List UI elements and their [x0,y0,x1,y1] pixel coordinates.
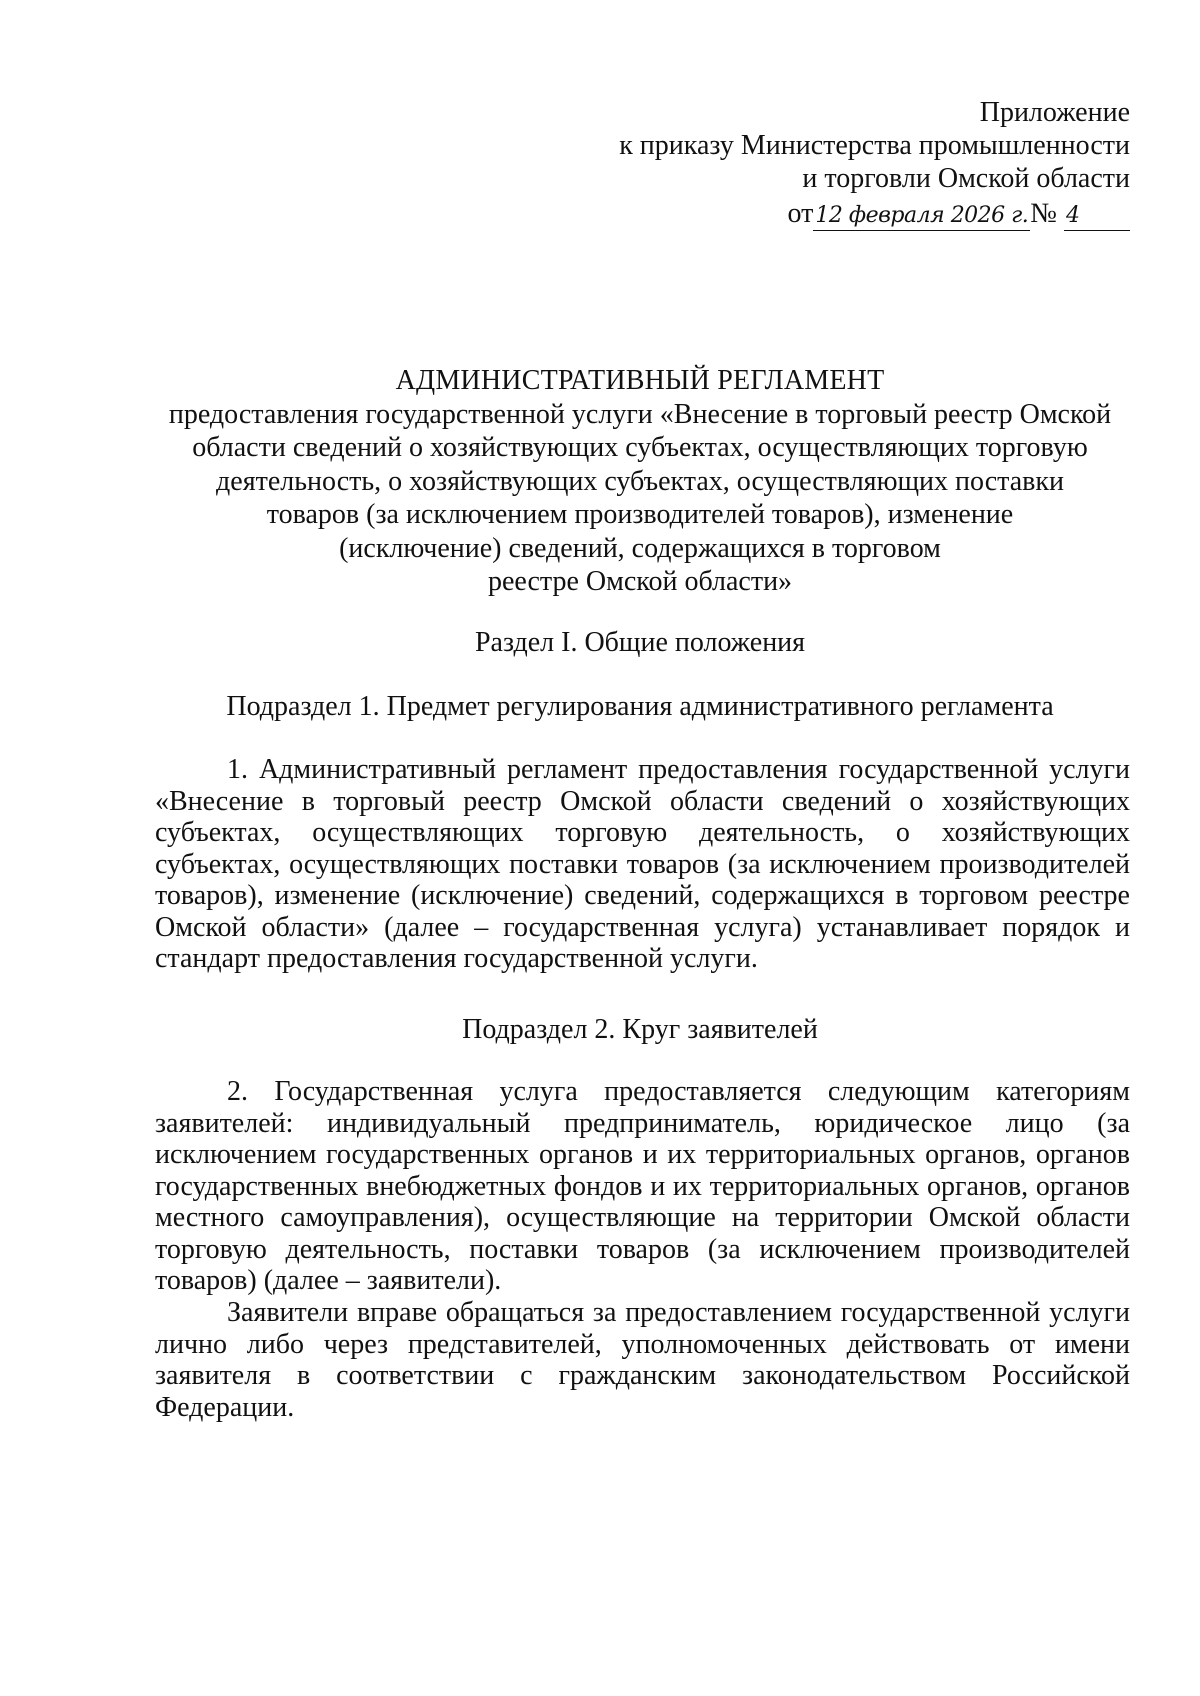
paragraph-3: Заявители вправе обращаться за предоставлением государственной услуги лично либо через представителей, уполномоченных действовать от имени заявителя в соответствии с гражданским законодательством Российской Федерации. [155,1297,1130,1423]
section-heading: Раздел I. Общие положения [474,627,806,658]
title-sub-line: области сведений о хозяйствующих субъектах, осуществляющих торговую [192,432,1088,463]
appendix-label: Приложение [979,97,1130,128]
title-sub-line: товаров (за исключением производителей товаров), изменение [266,499,1014,530]
title-sub-line: деятельность, о хозяйствующих субъектах, осуществляющих поставки [216,465,1064,497]
handwritten-number: 4 [1064,202,1130,231]
appendix-header [490,96,1130,231]
paragraph-2: 2. Государственная услуга предоставляется следующим категориям заявителей: индивидуальный предприниматель, юридическое лицо (за исключением государственных органов и их территориальных органов, органов государственных внебюджетных фондов и их территориальных органов, органов местного самоуправления), осуществляющие на территории Омской области торговую деятельность, поставки товаров (за исключением производителей товаров) (далее – заявители). [155,1076,1130,1296]
title-sub-line: реестре Омской области» [487,566,793,597]
title-main: АДМИНИСТРАТИВНЫЙ РЕГЛАМЕНТ [395,365,885,396]
number-prefix: № [1030,198,1057,229]
order-reference-line1: к приказу Министерства промышленности [619,130,1130,161]
handwritten-date: 12 февраля 2026 г. [813,202,1030,231]
order-date-number-line [490,197,1130,231]
subsection-heading: Подраздел 1. Предмет регулирования административного регламента [226,691,1054,722]
order-reference-line2: и торговли Омской области [802,163,1130,194]
document-title [150,364,1130,599]
paragraph-1: 1. Административный регламент предоставления государственной услуги «Внесение в торговый реестр Омской области сведений о хозяйствующих субъектах, осуществляющих торговую деятельность, о хозяйствующих субъектах, осуществляющих поставки товаров (за исключением производителей товаров), изменение (исключение) сведений, содержащихся в торговом реестре Омской области» (далее – государственная услуга) устанавливает порядок и стандарт предоставления государственной услуги. [155,754,1130,974]
date-prefix: от [787,198,814,229]
subsection-heading: Подраздел 2. Круг заявителей [462,1014,818,1045]
title-sub-line: (исключение) сведений, содержащихся в торговом [339,532,941,564]
title-sub-line: предоставления государственной услуги «Внесение в торговый реестр Омской [168,398,1112,430]
